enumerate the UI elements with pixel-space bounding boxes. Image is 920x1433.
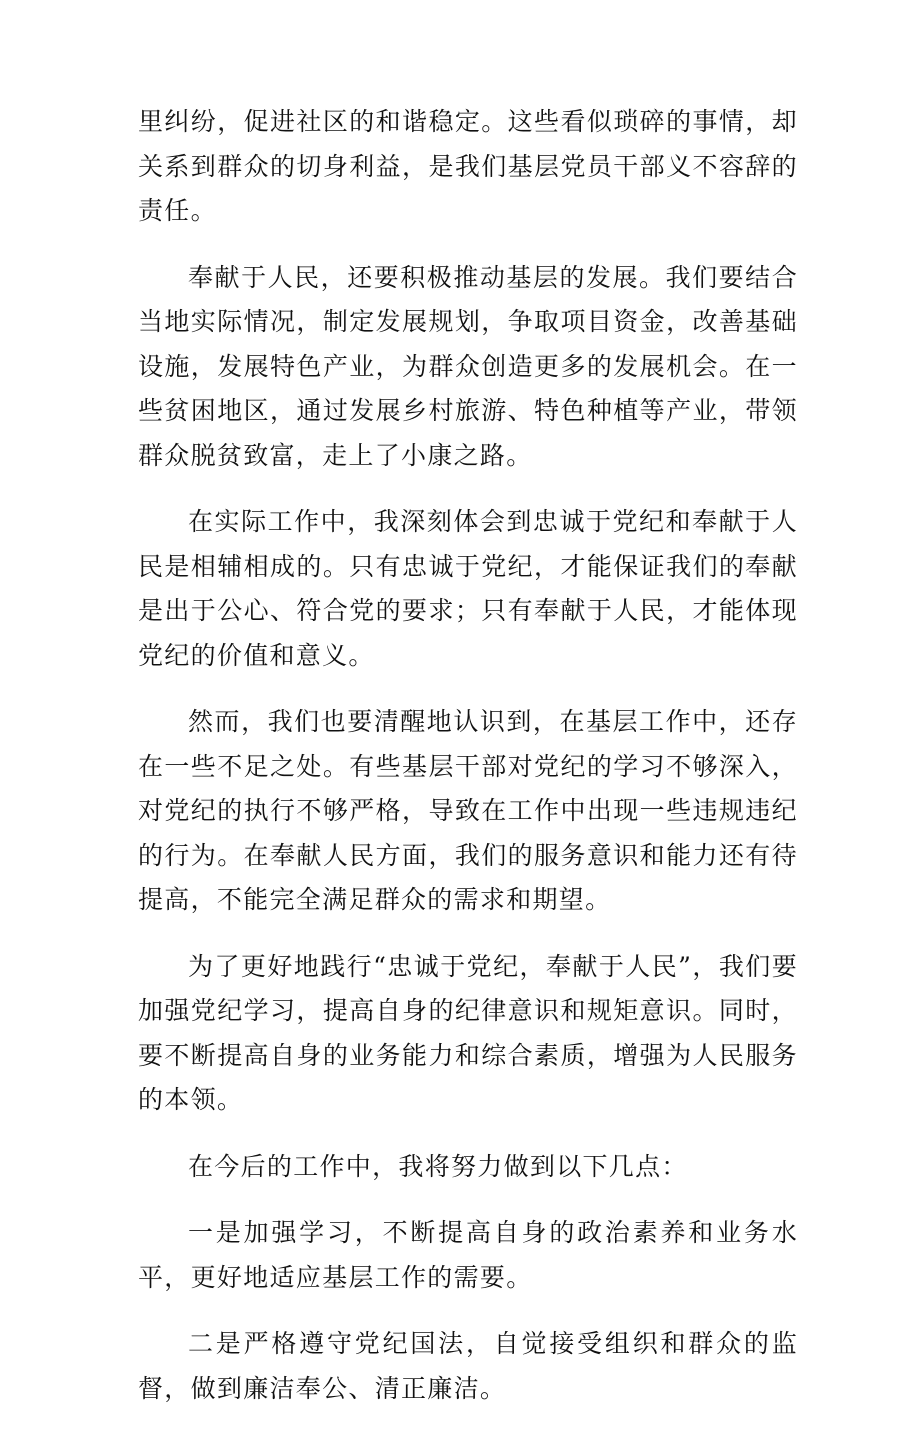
paragraph-experience: 在实际工作中，我深刻体会到忠诚于党纪和奉献于人民是相辅相成的。只有忠诚于党纪，才能保证我们的奉献是出于公心、符合党的要求；只有奉献于人民，才能体现党纪的价值和意义。: [138, 507, 798, 670]
paragraph-point-one: 一是加强学习，不断提高自身的政治素养和业务水平，更好地适应基层工作的需要。: [138, 1218, 798, 1292]
paragraph-point-two: 二是严格遵守党纪国法，自觉接受组织和群众的监督，做到廉洁奉公、清正廉洁。: [138, 1329, 798, 1403]
paragraph-future-intro: 在今后的工作中，我将努力做到以下几点：: [188, 1151, 688, 1181]
paragraph-practice: 为了更好地践行“忠诚于党纪，奉献于人民”，我们要加强党纪学习，提高自身的纪律意识和规矩意识。同时，要不断提高自身的业务能力和综合素质，增强为人民服务的本领。: [138, 951, 798, 1114]
paragraph-development: 奉献于人民，还要积极推动基层的发展。我们要结合当地实际情况，制定发展规划，争取项目资金，改善基础设施，发展特色产业，为群众创造更多的发展机会。在一些贫困地区，通过发展乡村旅游、特色种植等产业，带领群众脱贫致富，走上了小康之路。: [138, 262, 798, 470]
paragraph-continuation: 里纠纷，促进社区的和谐稳定。这些看似琐碎的事情，却关系到群众的切身利益，是我们基层党员干部义不容辞的责任。: [138, 107, 798, 225]
paragraph-shortcomings: 然而，我们也要清醒地认识到，在基层工作中，还存在一些不足之处。有些基层干部对党纪的学习不够深入，对党纪的执行不够严格，导致在工作中出现一些违规违纪的行为。在奉献人民方面，我们的服务意识和能力还有待提高，不能完全满足群众的需求和期望。: [138, 707, 798, 914]
document-body: [138, 100, 798, 1433]
